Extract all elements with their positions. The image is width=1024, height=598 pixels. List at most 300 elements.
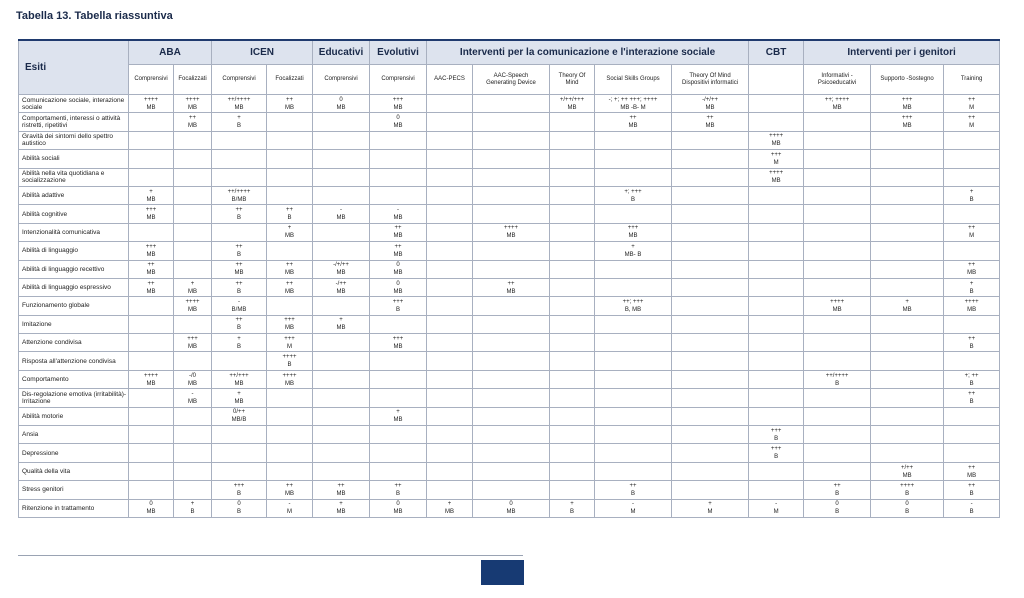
table-cell: ++ B: [595, 481, 672, 499]
row-label: Abilità adattive: [19, 186, 129, 204]
table-cell: [871, 315, 944, 333]
table-cell: [313, 131, 370, 149]
row-label: Qualità della vita: [19, 462, 129, 480]
table-cell: [871, 260, 944, 278]
table-cell: [313, 223, 370, 241]
table-cell: +++ B: [749, 426, 804, 444]
table-cell: ++ MB: [267, 260, 313, 278]
table-cell: [944, 426, 1000, 444]
table-cell: [804, 168, 871, 186]
table-cell: [595, 462, 672, 480]
table-cell: +++ B: [370, 297, 427, 315]
table-cell: ++++ MB: [473, 223, 550, 241]
table-cell: ++ MB: [212, 260, 267, 278]
table-cell: [871, 168, 944, 186]
table-cell: [595, 315, 672, 333]
table-cell: [473, 444, 550, 462]
table-cell: +++ MB: [267, 315, 313, 333]
table-title: Tabella 13. Tabella riassuntiva: [16, 10, 173, 22]
table-cell: [212, 462, 267, 480]
row-label: Attenzione condivisa: [19, 334, 129, 352]
table-cell: [370, 131, 427, 149]
table-cell: [473, 407, 550, 425]
table-cell: [550, 168, 595, 186]
table-cell: [595, 168, 672, 186]
table-cell: [313, 462, 370, 480]
table-cell: [212, 444, 267, 462]
table-cell: [672, 205, 749, 223]
table-row: [19, 499, 1000, 517]
group-header-aba: ABA: [129, 40, 212, 65]
table-cell: [749, 315, 804, 333]
table-cell: ++ MB: [595, 113, 672, 131]
table-cell: [129, 113, 174, 131]
table-cell: [595, 352, 672, 370]
table-cell: [174, 260, 212, 278]
row-label: Funzionamento globale: [19, 297, 129, 315]
table-cell: [370, 168, 427, 186]
table-cell: [595, 389, 672, 407]
table-cell: [672, 334, 749, 352]
table-cell: +; +++ B: [595, 186, 672, 204]
table-row: [19, 223, 1000, 241]
table-cell: +++ MB: [595, 223, 672, 241]
table-cell: ++ B: [944, 334, 1000, 352]
table-cell: [174, 186, 212, 204]
table-cell: [473, 168, 550, 186]
table-cell: + MB: [129, 186, 174, 204]
row-label: Dis-regolazione emotiva (irritabilità)- Irritazione: [19, 389, 129, 407]
table-cell: -; +; ++ +++; ++++ MB -B- M: [595, 95, 672, 113]
table-cell: [595, 150, 672, 168]
table-cell: ++ MB: [267, 481, 313, 499]
table-cell: [550, 352, 595, 370]
table-cell: ++ MB: [370, 242, 427, 260]
table-row: [19, 113, 1000, 131]
table-cell: +++ MB: [129, 242, 174, 260]
table-cell: - M: [749, 499, 804, 517]
row-label: Ritenzione in trattamento: [19, 499, 129, 517]
table-cell: [267, 407, 313, 425]
table-cell: [550, 481, 595, 499]
group-header-cbt: CBT: [749, 40, 804, 65]
table-cell: [672, 278, 749, 296]
table-cell: [427, 260, 473, 278]
group-header-educativi: Educativi: [313, 40, 370, 65]
table-cell: [267, 186, 313, 204]
table-cell: [129, 131, 174, 149]
table-cell: [871, 352, 944, 370]
table-cell: [313, 113, 370, 131]
table-cell: 0 MB: [370, 113, 427, 131]
table-cell: [313, 389, 370, 407]
table-cell: [473, 150, 550, 168]
table-cell: ++; +++ B, MB: [595, 297, 672, 315]
table-cell: - MB: [174, 389, 212, 407]
table-cell: [129, 389, 174, 407]
table-cell: + MB- B: [595, 242, 672, 260]
table-cell: [804, 150, 871, 168]
table-row: [19, 150, 1000, 168]
table-cell: [427, 352, 473, 370]
table-cell: [804, 131, 871, 149]
table-cell: [212, 223, 267, 241]
table-cell: +++ M: [267, 334, 313, 352]
subheader-cell: Training: [944, 65, 1000, 95]
table-cell: [672, 407, 749, 425]
summary-table: [18, 39, 1000, 518]
table-cell: +/++/+++ MB: [550, 95, 595, 113]
table-cell: [370, 462, 427, 480]
table-cell: [370, 352, 427, 370]
table-cell: [944, 315, 1000, 333]
table-cell: [550, 315, 595, 333]
group-header-comunicazione: Interventi per la comunicazione e l'interazione sociale: [427, 40, 749, 65]
table-cell: 0 MB: [129, 499, 174, 517]
table-cell: [129, 168, 174, 186]
table-cell: [672, 426, 749, 444]
table-cell: + B: [212, 334, 267, 352]
row-label: Depressione: [19, 444, 129, 462]
table-cell: [427, 95, 473, 113]
table-cell: [804, 205, 871, 223]
table-cell: -/+/++ MB: [672, 95, 749, 113]
table-cell: [174, 223, 212, 241]
table-cell: [550, 113, 595, 131]
table-cell: [871, 205, 944, 223]
table-cell: [672, 150, 749, 168]
table-cell: + B: [550, 499, 595, 517]
table-cell: ++++ MB: [129, 95, 174, 113]
table-cell: [129, 481, 174, 499]
table-cell: [473, 205, 550, 223]
footer-divider: [18, 555, 523, 556]
table-cell: [871, 334, 944, 352]
table-cell: [550, 297, 595, 315]
table-cell: [427, 205, 473, 223]
table-cell: [595, 260, 672, 278]
table-cell: [129, 444, 174, 462]
table-cell: [672, 481, 749, 499]
table-cell: [473, 389, 550, 407]
table-cell: ++ M: [944, 223, 1000, 241]
table-cell: +++ MB: [370, 334, 427, 352]
table-cell: [427, 131, 473, 149]
table-cell: ++ B: [944, 389, 1000, 407]
table-cell: [473, 462, 550, 480]
subheader-cell: AAC-Speech Generating Device: [473, 65, 550, 95]
table-cell: [427, 444, 473, 462]
table-cell: + MB: [871, 297, 944, 315]
table-cell: [672, 168, 749, 186]
table-cell: +++ MB: [174, 334, 212, 352]
table-cell: [212, 131, 267, 149]
table-cell: [672, 242, 749, 260]
table-cell: [370, 150, 427, 168]
group-header-icen: ICEN: [212, 40, 313, 65]
table-row: [19, 95, 1000, 113]
table-cell: [427, 462, 473, 480]
table-cell: [473, 186, 550, 204]
row-label: Abilità nella vita quotidiana e socializzazione: [19, 168, 129, 186]
table-cell: - B/MB: [212, 297, 267, 315]
table-cell: ++ MB: [129, 278, 174, 296]
table-cell: [550, 131, 595, 149]
table-cell: ++/++++ B/MB: [212, 186, 267, 204]
table-cell: ++ MB: [267, 95, 313, 113]
table-row: [19, 444, 1000, 462]
table-cell: [267, 389, 313, 407]
table-cell: ++ MB: [174, 113, 212, 131]
table-cell: ++ MB: [944, 260, 1000, 278]
table-cell: + B: [944, 278, 1000, 296]
table-cell: [212, 150, 267, 168]
table-cell: ++ B: [212, 315, 267, 333]
table-cell: [944, 242, 1000, 260]
table-cell: ++++ MB: [749, 131, 804, 149]
table-cell: [749, 407, 804, 425]
table-row: [19, 205, 1000, 223]
row-label: Intenzionalità comunicativa: [19, 223, 129, 241]
table-cell: ++++ MB: [174, 297, 212, 315]
table-cell: [550, 242, 595, 260]
table-cell: [749, 186, 804, 204]
table-cell: + B: [212, 113, 267, 131]
table-cell: [749, 297, 804, 315]
table-cell: [427, 242, 473, 260]
table-cell: [313, 426, 370, 444]
table-cell: [267, 444, 313, 462]
table-cell: ++++ MB: [174, 95, 212, 113]
table-cell: ++++ B: [871, 481, 944, 499]
table-cell: [174, 205, 212, 223]
table-cell: [427, 481, 473, 499]
table-cell: [370, 444, 427, 462]
row-label: Abilità sociali: [19, 150, 129, 168]
table-cell: [267, 150, 313, 168]
row-label: Ansia: [19, 426, 129, 444]
subheader-cell: Social Skills Groups: [595, 65, 672, 95]
table-cell: [672, 260, 749, 278]
table-cell: [550, 407, 595, 425]
table-cell: [595, 370, 672, 388]
table-cell: [749, 334, 804, 352]
table-cell: [427, 426, 473, 444]
table-cell: + B: [944, 186, 1000, 204]
table-cell: ++++ MB: [129, 370, 174, 388]
table-cell: [804, 113, 871, 131]
table-cell: +++ M: [749, 150, 804, 168]
subheader-cell: Theory Of Mind Dispositivi informatici: [672, 65, 749, 95]
table-cell: [672, 444, 749, 462]
table-cell: [313, 242, 370, 260]
row-label: Abilità di linguaggio: [19, 242, 129, 260]
table-cell: [174, 481, 212, 499]
row-label: Abilità di linguaggio recettivo: [19, 260, 129, 278]
table-cell: [370, 426, 427, 444]
table-cell: [804, 260, 871, 278]
table-cell: +++ MB: [370, 95, 427, 113]
table-cell: [749, 205, 804, 223]
table-cell: [427, 334, 473, 352]
table-row: [19, 462, 1000, 480]
subheader-cell: Comprensivi: [129, 65, 174, 95]
table-cell: [427, 407, 473, 425]
table-cell: [749, 278, 804, 296]
table-cell: ++ B: [370, 481, 427, 499]
page-number-box: [481, 560, 524, 585]
table-cell: [595, 278, 672, 296]
table-cell: [129, 426, 174, 444]
table-cell: + MB: [174, 278, 212, 296]
table-cell: [804, 186, 871, 204]
table-cell: - MB: [370, 205, 427, 223]
table-cell: [804, 223, 871, 241]
table-row: [19, 168, 1000, 186]
table-cell: ++ B: [212, 242, 267, 260]
table-cell: [550, 260, 595, 278]
table-cell: [427, 186, 473, 204]
table-row: [19, 389, 1000, 407]
table-cell: 0 MB: [370, 260, 427, 278]
table-cell: ++++ MB: [944, 297, 1000, 315]
group-header-genitori: Interventi per i genitori: [804, 40, 1000, 65]
table-cell: [804, 462, 871, 480]
table-cell: [672, 297, 749, 315]
subheader-cell: Supporto -Sostegno: [871, 65, 944, 95]
table-cell: +/++ MB: [871, 462, 944, 480]
table-cell: -/++ MB: [313, 278, 370, 296]
table-cell: [473, 95, 550, 113]
row-label: Gravità dei sintomi dello spettro autistico: [19, 131, 129, 149]
table-cell: [550, 370, 595, 388]
table-cell: + MB: [267, 223, 313, 241]
table-cell: [313, 370, 370, 388]
table-cell: ++++ MB: [749, 168, 804, 186]
table-cell: [550, 426, 595, 444]
table-cell: [174, 150, 212, 168]
subheader-cell: Focalizzati: [267, 65, 313, 95]
table-cell: [944, 150, 1000, 168]
table-cell: - M: [267, 499, 313, 517]
table-cell: [749, 481, 804, 499]
table-cell: [944, 444, 1000, 462]
table-cell: [267, 462, 313, 480]
table-cell: [267, 131, 313, 149]
table-cell: [129, 150, 174, 168]
table-cell: [672, 131, 749, 149]
table-cell: [313, 186, 370, 204]
table-cell: [550, 186, 595, 204]
table-cell: [804, 278, 871, 296]
table-cell: [749, 389, 804, 407]
table-cell: + MB: [313, 315, 370, 333]
table-cell: [595, 334, 672, 352]
table-cell: [370, 370, 427, 388]
table-cell: + MB: [212, 389, 267, 407]
table-cell: [129, 297, 174, 315]
table-cell: ++ M: [944, 113, 1000, 131]
table-cell: [804, 334, 871, 352]
subheader-cell: Comprensivi: [370, 65, 427, 95]
group-header-evolutivi: Evolutivi: [370, 40, 427, 65]
table-cell: + MB: [313, 499, 370, 517]
table-cell: [427, 278, 473, 296]
table-row: [19, 260, 1000, 278]
table-cell: [749, 223, 804, 241]
table-cell: [944, 407, 1000, 425]
table-cell: -/0 MB: [174, 370, 212, 388]
table-cell: [212, 426, 267, 444]
table-cell: [550, 223, 595, 241]
table-cell: [370, 315, 427, 333]
table-cell: [473, 113, 550, 131]
table-cell: [267, 113, 313, 131]
table-cell: [174, 242, 212, 260]
table-cell: [174, 168, 212, 186]
table-cell: [174, 131, 212, 149]
table-cell: [267, 426, 313, 444]
row-label: Abilità di linguaggio espressivo: [19, 278, 129, 296]
table-cell: ++ MB: [672, 113, 749, 131]
table-cell: [804, 389, 871, 407]
table-cell: [749, 260, 804, 278]
table-cell: [129, 352, 174, 370]
row-label: Comportamenti, interessi o attività ristretti, ripetitivi: [19, 113, 129, 131]
table-cell: ++ B: [212, 278, 267, 296]
table-cell: [370, 186, 427, 204]
table-cell: [473, 352, 550, 370]
table-cell: [370, 389, 427, 407]
table-cell: [313, 352, 370, 370]
table-cell: 0 MB: [313, 95, 370, 113]
table-cell: 0/++ MB/B: [212, 407, 267, 425]
table-cell: [267, 297, 313, 315]
table-cell: [473, 297, 550, 315]
table-cell: ++ MB: [313, 481, 370, 499]
table-cell: [672, 352, 749, 370]
table-cell: [313, 407, 370, 425]
table-cell: [427, 370, 473, 388]
table-cell: [427, 168, 473, 186]
row-label: Abilità cognitive: [19, 205, 129, 223]
table-cell: [313, 150, 370, 168]
table-cell: [804, 444, 871, 462]
subheader-cell: Focalizzati: [174, 65, 212, 95]
table-row: [19, 297, 1000, 315]
table-cell: [871, 426, 944, 444]
table-cell: 0 MB: [370, 499, 427, 517]
table-cell: ++ M: [944, 95, 1000, 113]
table-cell: + MB: [427, 499, 473, 517]
table-cell: [427, 389, 473, 407]
subheader-cell: [749, 65, 804, 95]
table-cell: [749, 352, 804, 370]
row-label: Risposta all'attenzione condivisa: [19, 352, 129, 370]
table-cell: +; ++ B: [944, 370, 1000, 388]
table-cell: [550, 278, 595, 296]
table-cell: ++ MB: [267, 278, 313, 296]
table-cell: [804, 407, 871, 425]
table-cell: ++/++++ MB: [212, 95, 267, 113]
table-cell: [129, 315, 174, 333]
table-cell: [473, 315, 550, 333]
table-cell: [212, 352, 267, 370]
table-row: [19, 407, 1000, 425]
table-cell: [473, 242, 550, 260]
table-cell: [129, 462, 174, 480]
table-cell: 0 MB: [370, 278, 427, 296]
